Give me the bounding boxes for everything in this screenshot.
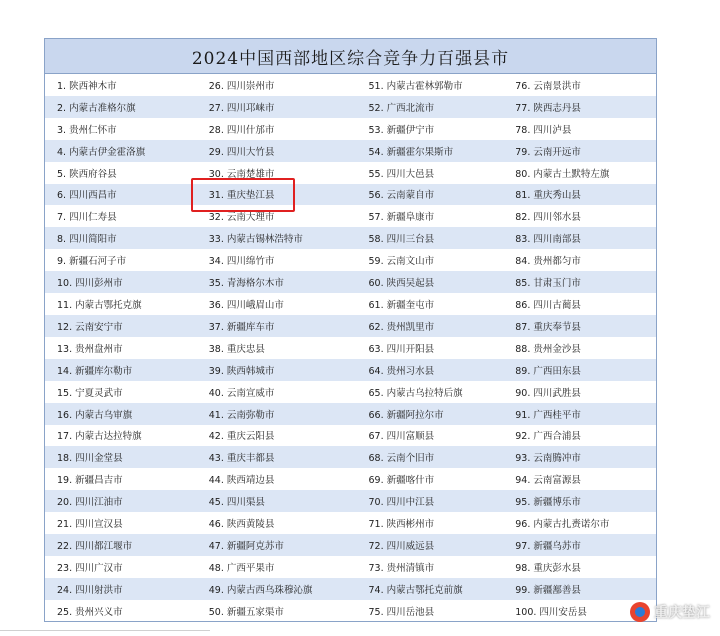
watermark-logo-icon [630,602,650,622]
table-cell: 33. 内蒙古锡林浩特市 [208,234,303,246]
table-cell: 71. 陕西彬州市 [368,519,435,531]
table-cell: 80. 内蒙古土默特左旗 [515,168,610,180]
table-cell: 20. 四川江油市 [57,497,123,509]
table-row [45,468,656,490]
table-cell: 74. 内蒙古鄂托克前旗 [368,584,463,596]
table-cell: 16. 内蒙古乌审旗 [57,409,133,421]
ranking-table [44,38,657,622]
table-row [45,96,656,118]
table-cell: 2. 内蒙古准格尔旗 [57,102,136,114]
table-cell: 63. 四川开阳县 [368,343,435,355]
table-cell: 100. 四川安岳县 [515,606,587,618]
table-cell: 68. 云南个旧市 [368,453,435,465]
table-cell: 15. 宁夏灵武市 [57,387,123,399]
table-cell: 47. 新疆阿克苏市 [208,540,284,552]
table-cell: 39. 陕西韩城市 [208,365,275,377]
table-cell: 18. 四川金堂县 [57,453,123,465]
table-cell: 23. 四川广汉市 [57,562,123,574]
watermark [630,602,710,622]
table-cell: 90. 四川武胜县 [515,387,581,399]
table-row [45,578,656,600]
table-cell: 91. 广西桂平市 [515,409,581,421]
table-cell: 22. 四川都江堰市 [57,540,133,552]
table-cell: 36. 四川峨眉山市 [208,300,284,312]
table-cell: 44. 陕西靖边县 [208,475,275,487]
table-cell: 60. 陕西吴起县 [368,278,435,290]
divider [0,630,210,631]
table-cell: 70. 四川中江县 [368,497,435,509]
table-cell: 58. 四川三台县 [368,234,435,246]
table-cell: 25. 贵州兴义市 [57,606,123,618]
table-cell: 51. 内蒙古霍林郭勒市 [368,80,463,92]
table-body [45,74,656,622]
table-cell: 42. 重庆云阳县 [208,431,275,443]
table-row [45,249,656,271]
table-cell: 81. 重庆秀山县 [515,190,581,202]
table-cell: 95. 新疆博乐市 [515,497,581,509]
table-cell: 79. 云南开远市 [515,146,581,158]
table-row [45,425,656,447]
table-cell: 32. 云南大理市 [208,212,275,224]
highlight-box [191,178,295,212]
table-cell: 72. 四川威远县 [368,540,435,552]
table-cell: 93. 云南腾冲市 [515,453,581,465]
table-cell: 24. 四川射洪市 [57,584,123,596]
table-cell: 4. 内蒙古伊金霍洛旗 [57,146,146,158]
table-cell: 78. 四川泸县 [515,124,572,136]
table-cell: 31. 重庆垫江县 [208,190,275,202]
table-title: 2024中国西部地区综合竞争力百强县市 [45,39,656,74]
table-cell: 61. 新疆奎屯市 [368,300,435,312]
table-row [45,337,656,359]
table-cell: 13. 贵州盘州市 [57,343,123,355]
table-row [45,381,656,403]
table-row [45,205,656,227]
table-cell: 85. 甘肃玉门市 [515,278,581,290]
table-row [45,184,656,206]
table-cell: 50. 新疆五家渠市 [208,606,284,618]
table-cell: 28. 四川什邡市 [208,124,275,136]
table-row [45,162,656,184]
table-cell: 87. 重庆奉节县 [515,321,581,333]
table-cell: 89. 广西田东县 [515,365,581,377]
table-cell: 77. 陕西志丹县 [515,102,581,114]
table-cell: 76. 云南景洪市 [515,80,581,92]
table-row [45,446,656,468]
table-row [45,600,656,622]
table-cell: 29. 四川大竹县 [208,146,275,158]
table-cell: 38. 重庆忠县 [208,343,265,355]
table-cell: 99. 新疆鄯善县 [515,584,581,596]
table-cell: 1. 陕西神木市 [57,80,117,92]
table-row [45,315,656,337]
table-cell: 82. 四川邻水县 [515,212,581,224]
table-cell: 59. 云南文山市 [368,256,435,268]
table-cell: 14. 新疆库尔勒市 [57,365,133,377]
table-cell: 88. 贵州金沙县 [515,343,581,355]
table-cell: 96. 内蒙古扎赉诺尔市 [515,519,610,531]
table-cell: 92. 广西合浦县 [515,431,581,443]
table-cell: 5. 陕西府谷县 [57,168,117,180]
table-row [45,118,656,140]
table-row [45,512,656,534]
table-cell: 67. 四川富顺县 [368,431,435,443]
table-cell: 7. 四川仁寿县 [57,212,117,224]
table-cell: 49. 内蒙古西乌珠穆沁旗 [208,584,313,596]
table-cell: 8. 四川简阳市 [57,234,117,246]
table-row [45,403,656,425]
table-cell: 53. 新疆伊宁市 [368,124,435,136]
table-cell: 3. 贵州仁怀市 [57,124,117,136]
table-cell: 66. 新疆阿拉尔市 [368,409,444,421]
table-cell: 98. 重庆彭水县 [515,562,581,574]
table-cell: 34. 四川绵竹市 [208,256,275,268]
table-cell: 69. 新疆喀什市 [368,475,435,487]
table-cell: 27. 四川邛崃市 [208,102,275,114]
table-cell: 45. 四川渠县 [208,497,265,509]
table-cell: 41. 云南弥勒市 [208,409,275,421]
table-cell: 10. 四川彭州市 [57,278,123,290]
table-cell: 21. 四川宣汉县 [57,519,123,531]
table-cell: 11. 内蒙古鄂托克旗 [57,300,142,312]
table-cell: 19. 新疆昌吉市 [57,475,123,487]
table-cell: 57. 新疆阜康市 [368,212,435,224]
table-cell: 17. 内蒙古达拉特旗 [57,431,142,443]
table-cell: 97. 新疆乌苏市 [515,540,581,552]
table-cell: 43. 重庆丰都县 [208,453,275,465]
table-row [45,140,656,162]
table-cell: 64. 贵州习水县 [368,365,435,377]
table-cell: 55. 四川大邑县 [368,168,435,180]
table-cell: 46. 陕西黄陵县 [208,519,275,531]
table-cell: 75. 四川岳池县 [368,606,435,618]
table-cell: 40. 云南宣威市 [208,387,275,399]
table-cell: 56. 云南蒙自市 [368,190,435,202]
table-row [45,534,656,556]
table-cell: 48. 广西平果市 [208,562,275,574]
table-row [45,490,656,512]
table-cell: 73. 贵州清镇市 [368,562,435,574]
table-row [45,74,656,96]
table-cell: 62. 贵州凯里市 [368,321,435,333]
table-row [45,271,656,293]
table-cell: 84. 贵州都匀市 [515,256,581,268]
table-cell: 6. 四川西昌市 [57,190,117,202]
table-row [45,359,656,381]
table-cell: 52. 广西北流市 [368,102,435,114]
table-cell: 86. 四川古蔺县 [515,300,581,312]
table-cell: 94. 云南富源县 [515,475,581,487]
table-row [45,227,656,249]
table-cell: 9. 新疆石河子市 [57,256,127,268]
table-cell: 54. 新疆霍尔果斯市 [368,146,454,158]
table-cell: 35. 青海格尔木市 [208,278,284,290]
table-row [45,293,656,315]
table-cell: 12. 云南安宁市 [57,321,123,333]
table-cell: 83. 四川南部县 [515,234,581,246]
table-cell: 26. 四川崇州市 [208,80,275,92]
table-cell: 37. 新疆库车市 [208,321,275,333]
watermark-text: 重庆垫江 [654,605,710,621]
table-cell: 30. 云南楚雄市 [208,168,275,180]
table-row [45,556,656,578]
table-cell: 65. 内蒙古乌拉特后旗 [368,387,463,399]
